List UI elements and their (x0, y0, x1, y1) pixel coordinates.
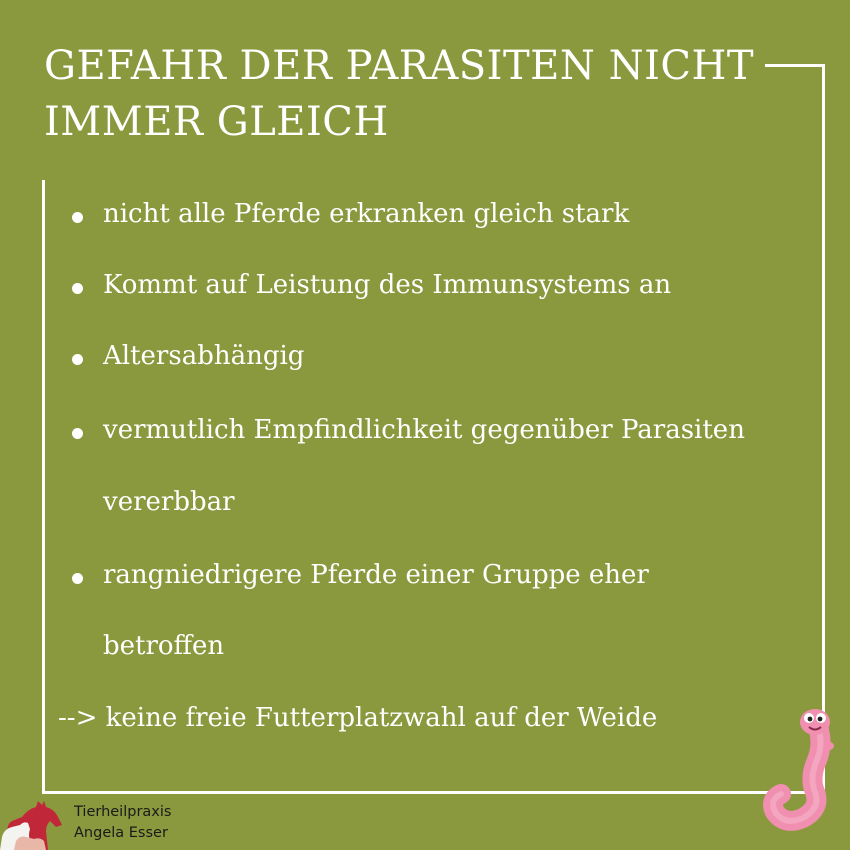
list-item-text-line2: vererbbar (103, 487, 235, 517)
list-item-text: Kommt auf Leistung des Immunsystems an (103, 270, 672, 300)
bullet-dot-icon (72, 354, 83, 365)
brand-name (74, 802, 171, 844)
list-item-text: Altersabhängig (103, 341, 305, 371)
brand-line-2: Angela Esser (74, 825, 168, 841)
bullet-dot-icon (72, 573, 83, 584)
bullet-dot-icon (72, 212, 83, 223)
list-item-text: vermutlich Empfindlichkeit gegenüber Parasiten (103, 415, 745, 445)
list-item-text: nicht alle Pferde erkranken gleich stark (103, 199, 630, 229)
bullet-dot-icon (72, 283, 83, 294)
worm-mascot-icon (755, 700, 845, 835)
conclusion-text: --> keine freie Futterplatzwahl auf der Weide (58, 703, 658, 733)
brand-line-1: Tierheilpraxis (74, 804, 172, 820)
list-item-text: rangniedrigere Pferde einer Gruppe eher (103, 560, 649, 590)
bullet-dot-icon (72, 428, 83, 439)
horse-logo-icon (0, 795, 70, 850)
list-item-text-line2: betroffen (103, 631, 225, 661)
page-title: GEFAHR DER PARASITEN NICHT IMMER GLEICH (44, 43, 755, 145)
